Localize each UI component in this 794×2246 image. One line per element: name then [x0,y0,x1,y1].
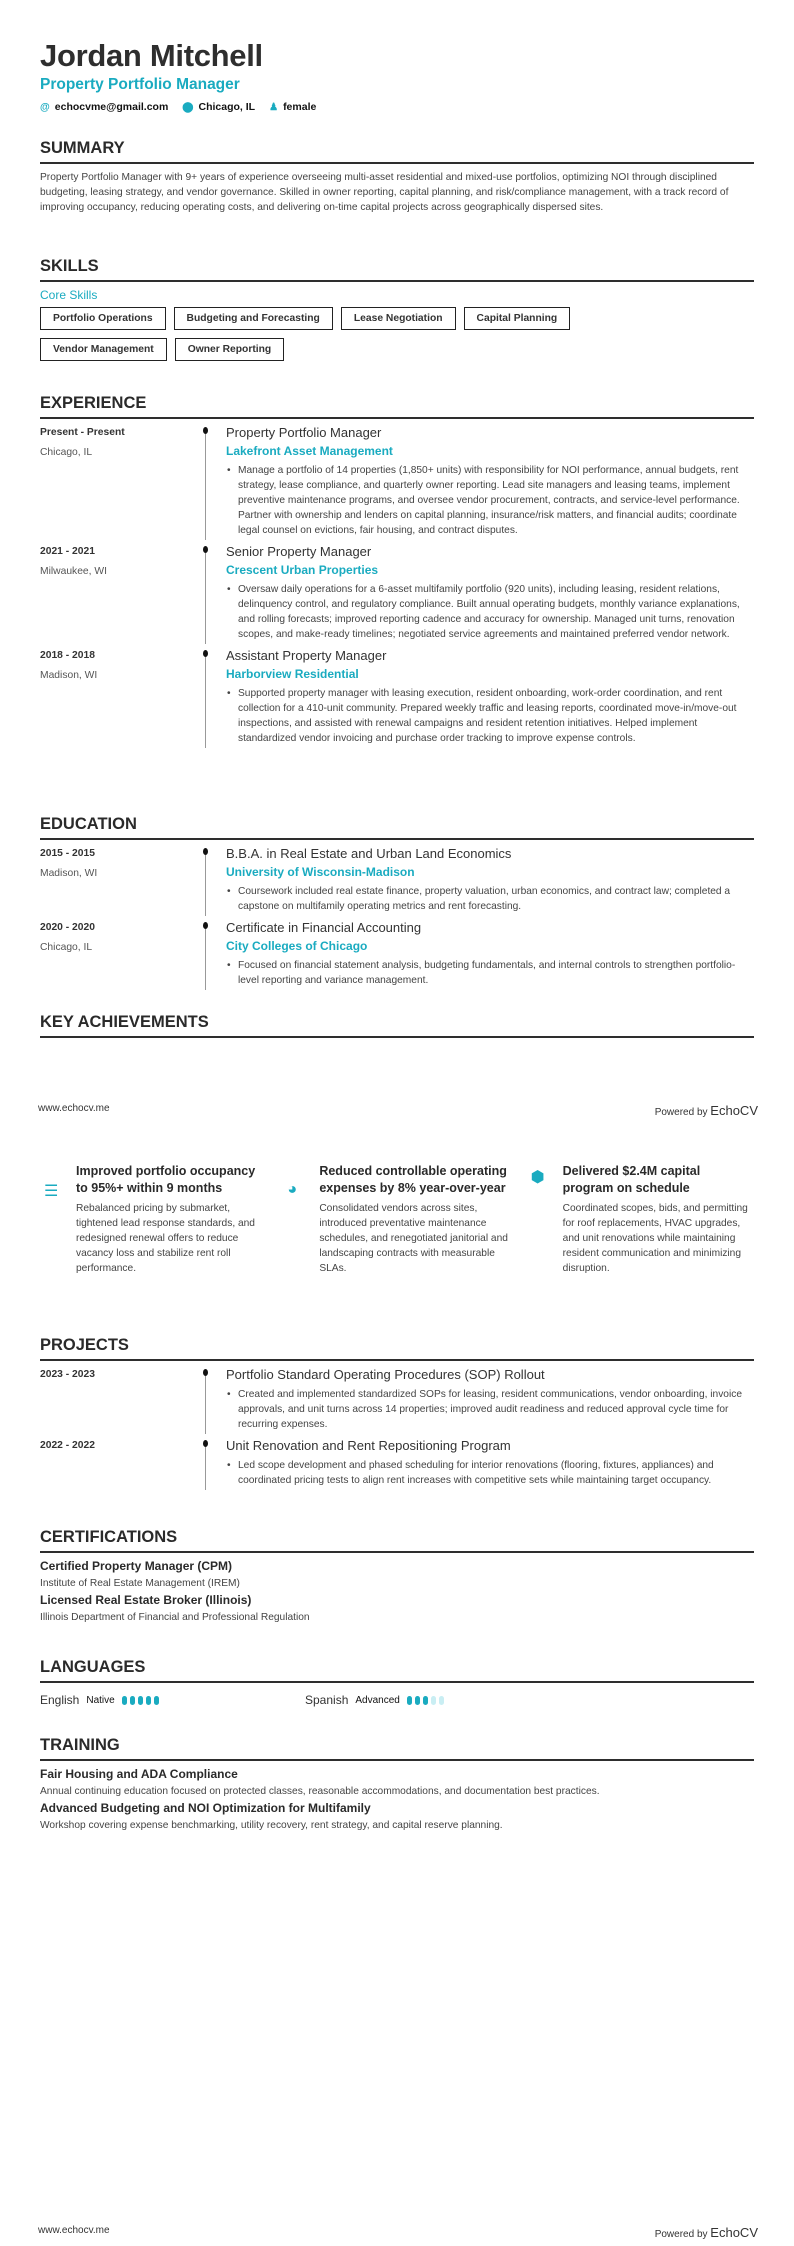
section-heading: SUMMARY [40,139,754,164]
project-entry [40,1367,754,1438]
bullet: • Supported property manager with leasing execution, resident onboarding, work-order coordination, and rent collection for a 410-unit community. Prepared weekly traffic and leasing reports, coordinated move-in/move-out inspections, and assisted with renewal campaigns and resident retention initiatives. Helped implement standardized vendor invoicing and purchase order tracking to improve expense controls. [238,686,754,746]
location: Chicago, IL [198,101,256,113]
company: Lakefront Asset Management [226,444,393,458]
skill-group-label: Core Skills [40,288,98,302]
section-heading: EXPERIENCE [40,394,754,419]
entry-location: Milwaukee, WI [40,566,107,577]
section-heading: KEY ACHIEVEMENTS [40,1013,754,1038]
cert-issuer: Institute of Real Estate Management (IREM) [40,1578,240,1589]
skills-section [40,257,754,361]
experience-section [40,394,754,752]
email[interactable]: echocvme@gmail.com [54,101,169,113]
training-section [40,1736,754,1835]
proficiency-dots [407,1696,444,1705]
achievement-item [44,1163,267,1276]
proficiency-dot [439,1696,444,1705]
bullet: • Focused on financial statement analysis, budgeting fundamentals, and internal controls to strengthen portfolio-level reporting and variance management. [238,958,754,988]
gender: female [283,101,317,113]
footer-powered: Powered by [654,1107,708,1118]
company: Harborview Residential [226,667,359,681]
job-title: Property Portfolio Manager [226,425,382,440]
page-footer [38,2225,758,2240]
footer-brand-logo: EchoCV [710,1103,758,1118]
bullet: • Led scope development and phased scheduling for interior renovations (flooring, fixtures, appliances) and coordinated pricing tests to align rent increases with competitive sets while maintaining target occupancy. [238,1458,754,1488]
proficiency-dot [154,1696,159,1705]
entry-location: Chicago, IL [40,447,93,458]
at-icon: @ [40,102,50,113]
job-title: Senior Property Manager [226,544,372,559]
section-heading: EDUCATION [40,815,754,840]
entry-dates: 2021 - 2021 [40,546,95,557]
achievement-title: Improved portfolio occupancy to 95%+ within 9 months [76,1164,256,1195]
language-name: Spanish [305,1693,349,1707]
entry-dates: 2023 - 2023 [40,1369,95,1380]
entry-dates: 2020 - 2020 [40,922,95,933]
proficiency-dot [138,1696,143,1705]
degree: B.B.A. in Real Estate and Urban Land Economics [226,846,512,861]
languages-section [40,1658,754,1707]
proficiency-dot [122,1696,127,1705]
footer-site-link[interactable]: www.echocv.me [38,1103,110,1114]
bullet: • Oversaw daily operations for a 6-asset multifamily portfolio (920 units), including leasing, resident relations, delinquency control, and regulatory compliance. Built annual operating budgets, monthly variance explanations, and rolling forecasts; improved reporting cadence and accuracy for ownership. Managed unit turns, renovation scopes, and make-ready timelines; negotiated service agreements and maintained preferred vendor network. [238,582,754,642]
language-level: Native [86,1694,115,1706]
school: University of Wisconsin-Madison [226,865,415,879]
experience-entry [40,425,754,544]
language-item [305,1693,570,1707]
timeline-marker [200,1438,226,1494]
education-section [40,815,754,994]
proficiency-dot [431,1696,436,1705]
section-heading: PROJECTS [40,1336,754,1361]
timeline-marker [200,425,226,544]
skill-tag: Capital Planning [464,307,571,330]
cert-title: Certified Property Manager (CPM) [40,1559,233,1573]
candidate-name: Jordan Mitchell [40,38,263,73]
timeline-marker [200,1367,226,1438]
degree: Certificate in Financial Accounting [226,920,422,935]
achievement-desc: Coordinated scopes, bids, and permitting for roof replacements, HVAC upgrades, and unit renovations while maintaining resident communication and minimizing disruption. [562,1203,748,1274]
timeline-marker [200,544,226,648]
entry-dates: 2018 - 2018 [40,650,95,661]
footer-powered: Powered by [654,2229,708,2240]
skill-tag: Portfolio Operations [40,307,166,330]
proficiency-dot [407,1696,412,1705]
entry-location: Chicago, IL [40,942,93,953]
experience-entry [40,648,754,752]
page-footer [38,1103,758,1118]
skill-tag: Vendor Management [40,338,167,361]
training-desc: Annual continuing education focused on protected classes, reasonable accommodations, and documentation best practices. [40,1786,600,1797]
achievement-item [287,1163,510,1276]
skill-tags [40,307,640,361]
language-name: English [40,1693,80,1707]
cube-icon: ⬢ [530,1169,545,1186]
entry-dates: 2015 - 2015 [40,848,95,859]
proficiency-dot [415,1696,420,1705]
language-level: Advanced [355,1694,400,1706]
language-item [40,1693,305,1707]
job-title: Assistant Property Manager [226,648,387,663]
section-heading: LANGUAGES [40,1658,754,1683]
bullet: • Coursework included real estate finance, property valuation, urban economics, and contract law; completed a capstone on multifamily operating metrics and rent forecasting. [238,884,754,914]
company: Crescent Urban Properties [226,563,379,577]
resume-header [40,38,754,113]
achievements-list [44,1163,754,1276]
education-entry [40,846,754,920]
entry-location: Madison, WI [40,670,98,681]
location-pin-icon: ⬤ [182,102,194,113]
achievement-title: Reduced controllable operating expenses by 8% year-over-year [319,1164,507,1195]
timeline-marker [200,648,226,752]
person-icon: ♟ [269,102,279,113]
footer-site-link[interactable]: www.echocv.me [38,2225,110,2236]
project-title: Unit Renovation and Rent Repositioning Program [226,1438,511,1453]
proficiency-dot [130,1696,135,1705]
achievement-item [531,1163,754,1276]
projects-section [40,1336,754,1494]
project-entry [40,1438,754,1494]
skill-tag: Owner Reporting [175,338,285,361]
pie-chart-icon: ◕ [287,1181,297,1198]
summary-section [40,139,754,215]
school: City Colleges of Chicago [226,939,368,953]
achievement-desc: Rebalanced pricing by submarket, tightened lead response standards, and redesigned renewal offers to reduce vacancy loss and stabilize rent roll performance. [76,1203,255,1274]
proficiency-dot [146,1696,151,1705]
achievement-title: Delivered $2.4M capital program on schedule [562,1164,701,1195]
cert-title: Licensed Real Estate Broker (Illinois) [40,1593,252,1607]
section-heading: CERTIFICATIONS [40,1528,754,1553]
cert-issuer: Illinois Department of Financial and Professional Regulation [40,1612,310,1623]
education-entry [40,920,754,994]
timeline-marker [200,846,226,920]
list-icon: ☰ [44,1183,59,1200]
certifications-section [40,1528,754,1627]
footer-brand-logo: EchoCV [710,2225,758,2240]
proficiency-dots [122,1696,159,1705]
training-title: Fair Housing and ADA Compliance [40,1767,238,1781]
project-title: Portfolio Standard Operating Procedures (SOP) Rollout [226,1367,545,1382]
training-desc: Workshop covering expense benchmarking, utility recovery, rent strategy, and capital reserve planning. [40,1820,503,1831]
summary-text: Property Portfolio Manager with 9+ years of experience overseeing multi-asset residential and mixed-use portfolios, optimizing NOI through disciplined budgeting, leasing strategy, and vendor governance. Skilled in owner reporting, capital planning, and risk/compliance management, with a track record of improving occupancy, reducing operating costs, and delivering on-time capital projects across geographically dispersed sites. [40,172,729,213]
entry-location: Madison, WI [40,868,98,879]
achievements-heading-block [40,1013,754,1044]
skill-tag: Lease Negotiation [341,307,456,330]
training-title: Advanced Budgeting and NOI Optimization for Multifamily [40,1801,371,1815]
section-heading: TRAINING [40,1736,754,1761]
achievement-desc: Consolidated vendors across sites, introduced preventative maintenance schedules, and renegotiated janitorial and landscaping contracts with measurable SLAs. [319,1203,508,1274]
candidate-title: Property Portfolio Manager [40,76,240,93]
experience-entry [40,544,754,648]
bullet: • Manage a portfolio of 14 properties (1,850+ units) with responsibility for NOI performance, annual budgets, rent strategy, lease compliance, and quarterly owner reporting. Lead site managers and leasing teams, implement preventive maintenance programs, and oversee vendor procurement, contracts, and service-level performance. Partner with ownership and lenders on capital planning, insurance/risk matters, and financial audits; coordinate legal counsel on evictions, fair housing, and contract disputes. [238,463,754,538]
skill-tag: Budgeting and Forecasting [174,307,333,330]
contact-info [40,101,754,113]
entry-dates: Present - Present [40,427,125,438]
bullet: • Created and implemented standardized SOPs for leasing, resident communications, vendor onboarding, invoice approvals, and unit turns across 14 properties; improved audit readiness and reduced approval cycle time for recurring expenses. [238,1387,754,1432]
section-heading: SKILLS [40,257,754,282]
entry-dates: 2022 - 2022 [40,1440,95,1451]
proficiency-dot [423,1696,428,1705]
timeline-marker [200,920,226,994]
